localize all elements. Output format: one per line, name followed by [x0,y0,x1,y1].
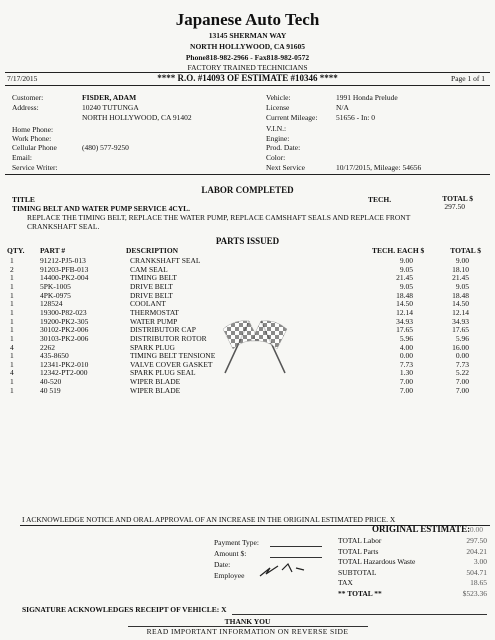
part-description: VALVE COVER GASKET [130,359,213,369]
home-phone-label: Home Phone: [12,125,54,134]
customer-name: FISDER, ADAM [82,93,137,102]
part-total: 5.22 [455,368,469,378]
part-number: 91203-PFB-013 [40,264,89,274]
col-total: TOTAL $ [450,246,481,255]
part-description: THERMOSTAT [130,307,179,317]
mileage-label: Current Mileage: [266,113,318,122]
vin-label: V.I.N.: [266,124,287,133]
divider [5,174,490,175]
part-qty: 4 [10,368,14,378]
acknowledge-text: I ACKNOWLEDGE NOTICE AND ORAL APPROVAL OF AN INCREASE IN THE ORIGINAL ESTIMATED PRICE. X [22,515,396,524]
part-each: 14.50 [396,299,413,309]
prod-date-label: Prod. Date: [266,143,301,152]
signature-label: SIGNATURE ACKNOWLEDGES RECEIPT OF VEHICLE: X [22,605,227,614]
part-qty: 1 [10,359,14,369]
part-number: 12341-PK2-010 [40,359,89,369]
part-qty: 1 [10,273,14,283]
part-description: SPARK PLUG SEAL [130,368,196,378]
part-description: COOLANT [130,299,166,309]
part-total: 14.50 [452,299,469,309]
col-tech-each: TECH. EACH $ [372,246,425,255]
divider [5,85,490,86]
part-description: TIMING BELT [130,273,178,283]
original-estimate-label: ORIGINAL ESTIMATE: [372,524,471,534]
part-qty: 1 [10,307,14,317]
labor-title-label: TITLE [12,195,35,204]
total-value: 204.21 [466,546,487,556]
part-total: 17.65 [452,325,469,335]
part-qty: 1 [10,377,14,387]
cell-phone-label: Cellular Phone [12,143,57,152]
part-qty: 1 [10,333,14,343]
total-label: TOTAL Parts [338,546,379,556]
part-number: 4PK-0975 [40,290,71,300]
labor-tech-label: TECH. [368,195,392,204]
original-estimate-value: 0.00 [469,525,483,534]
labor-heading: LABOR COMPLETED [201,185,294,195]
part-qty: 1 [10,325,14,335]
part-total: 7.00 [455,377,469,387]
part-each: 7.00 [399,385,413,395]
amount-label: Amount $: [214,549,247,558]
customer-label: Customer: [12,93,44,102]
labor-description-cont: CRANKSHAFT SEAL. [27,222,100,231]
order-date: 7/17/2015 [7,74,38,83]
color-label: Color: [266,153,286,162]
page-number: Page 1 of 1 [451,74,485,83]
part-each: 12.14 [396,307,413,317]
part-number: 40-520 [40,377,62,387]
part-total: 16.00 [452,342,469,352]
license-label: License [266,103,290,112]
part-number: 40 519 [40,385,61,395]
part-total: 9.05 [455,281,469,291]
total-value: 504.71 [466,567,487,577]
total-value: 18.65 [470,578,487,587]
part-number: 2262 [40,342,55,352]
part-number: 19200-PK2-305 [40,316,89,326]
part-number: 19300-P82-023 [40,307,87,317]
part-description: WATER PUMP [130,316,178,326]
parts-header-row [0,246,495,256]
date-label: Date: [214,560,231,569]
part-number: 128524 [40,299,63,309]
part-total: 34.93 [452,316,469,326]
total-label: TAX [338,578,353,587]
engine-label: Engine: [266,134,290,143]
company-name: Japanese Auto Tech [175,10,320,29]
col-part: PART # [40,246,66,255]
part-total: 5.96 [455,333,469,343]
part-description: DRIVE BELT [130,290,173,300]
part-qty: 1 [10,256,14,265]
total-value: 3.00 [473,557,487,566]
total-value: $523.36 [462,588,487,598]
part-total: 7.73 [455,359,469,369]
part-description: DRIVE BELT [130,281,173,291]
part-total: 0.00 [455,351,469,361]
checkered-flags-icon [215,315,295,375]
part-each: 5.96 [399,333,413,343]
part-description: DISTRIBUTOR CAP [130,325,196,335]
part-number: 30102-PK2-006 [40,325,89,335]
part-description: CRANKSHAFT SEAL [130,256,201,265]
signature-line [232,614,487,615]
col-qty: QTY. [7,246,25,255]
table-row [0,386,495,396]
reverse-side-notice: READ IMPORTANT INFORMATION ON REVERSE SIDE [146,627,349,636]
part-each: 17.65 [396,325,413,335]
labor-job-total: 297.50 [444,202,465,211]
service-writer-label: Service Writer: [12,163,58,172]
part-number: 435-8650 [40,351,69,361]
part-total: 18.48 [452,290,469,300]
mileage-value: 51656 - In: 0 [336,113,375,122]
parts-heading: PARTS ISSUED [215,236,280,246]
employee-label: Employee [214,571,245,580]
part-description: TIMING BELT TENSIONE [130,351,216,361]
part-qty: 1 [10,316,14,326]
part-qty: 1 [10,299,14,309]
order-title: **** R.O. #14093 OF ESTIMATE #10346 **** [157,73,338,83]
part-number: 14400-PK2-004 [40,273,89,283]
total-value: 297.50 [466,536,487,545]
part-each: 34.93 [396,316,413,326]
part-each: 7.00 [399,377,413,387]
part-qty: 1 [10,281,14,291]
part-each: 9.05 [399,264,413,274]
col-description: DESCRIPTION [126,246,179,255]
part-total: 12.14 [452,307,469,317]
employee-signature-icon [258,560,308,580]
work-phone-label: Work Phone: [12,134,52,143]
part-qty: 1 [10,385,14,395]
amount-line [270,557,322,558]
part-description: DISTRIBUTOR ROTOR [130,333,207,343]
part-each: 7.73 [399,359,413,369]
next-service-label: Next Service [266,163,305,172]
payment-type-label: Payment Type: [214,538,259,547]
part-number: 12342-PT2-000 [40,368,88,378]
part-total: 21.45 [452,273,469,283]
part-total: 7.00 [455,385,469,395]
company-phone-fax: Phone818-982-2966 - Fax818-982-0572 [185,53,310,62]
part-description: CAM SEAL [130,264,168,274]
part-each: 18.48 [396,290,413,300]
total-label: ** TOTAL ** [338,588,382,598]
part-number: 30103-PK2-006 [40,333,89,343]
part-qty: 1 [10,290,14,300]
part-each: 0.00 [399,351,413,361]
part-qty: 4 [10,342,14,352]
next-service-value: 10/17/2015, Mileage: 54656 [336,163,422,172]
total-label: SUBTOTAL [338,567,377,577]
part-description: WIPER BLADE [130,385,181,395]
part-each: 1.30 [399,368,413,378]
total-label: TOTAL Hazardous Waste [338,557,416,566]
company-city: NORTH HOLLYWOOD, CA 91605 [190,42,305,51]
labor-job: TIMING BELT AND WATER PUMP SERVICE 4CYL. [12,204,191,213]
part-number: 5PK-1005 [40,281,71,291]
payment-line [270,546,322,547]
part-description: WIPER BLADE [130,377,181,387]
part-total: 9.00 [455,256,469,265]
license-value: N/A [336,103,349,112]
thank-you: THANK YOU [224,617,271,626]
part-each: 9.00 [399,256,413,265]
address-line2: NORTH HOLLYWOOD, CA 91402 [82,113,192,122]
address-line1: 10240 TUTUNGA [82,103,139,112]
part-total: 18.10 [452,264,469,274]
part-each: 21.45 [396,273,413,283]
vehicle-value: 1991 Honda Prelude [336,93,398,102]
part-qty: 2 [10,264,14,274]
email-label: Email: [12,153,32,162]
total-label: TOTAL Labor [338,536,382,545]
labor-description: REPLACE THE TIMING BELT, REPLACE THE WATER PUMP, REPLACE CAMSHAFT SEALS AND REPLACE FRONT [27,213,411,222]
part-qty: 1 [10,351,14,361]
part-number: 91212-PJ5-013 [40,256,86,265]
address-label: Address: [12,103,39,112]
company-tagline: FACTORY TRAINED TECHNICIANS [187,63,308,72]
vehicle-label: Vehicle: [266,93,291,102]
labor-total-label: TOTAL $ [442,194,473,203]
company-address: 13145 SHERMAN WAY [208,31,287,40]
cell-phone-value: (480) 577-9250 [82,143,129,152]
part-each: 9.05 [399,281,413,291]
part-each: 4.00 [399,342,413,352]
part-description: SPARK PLUG [130,342,175,352]
